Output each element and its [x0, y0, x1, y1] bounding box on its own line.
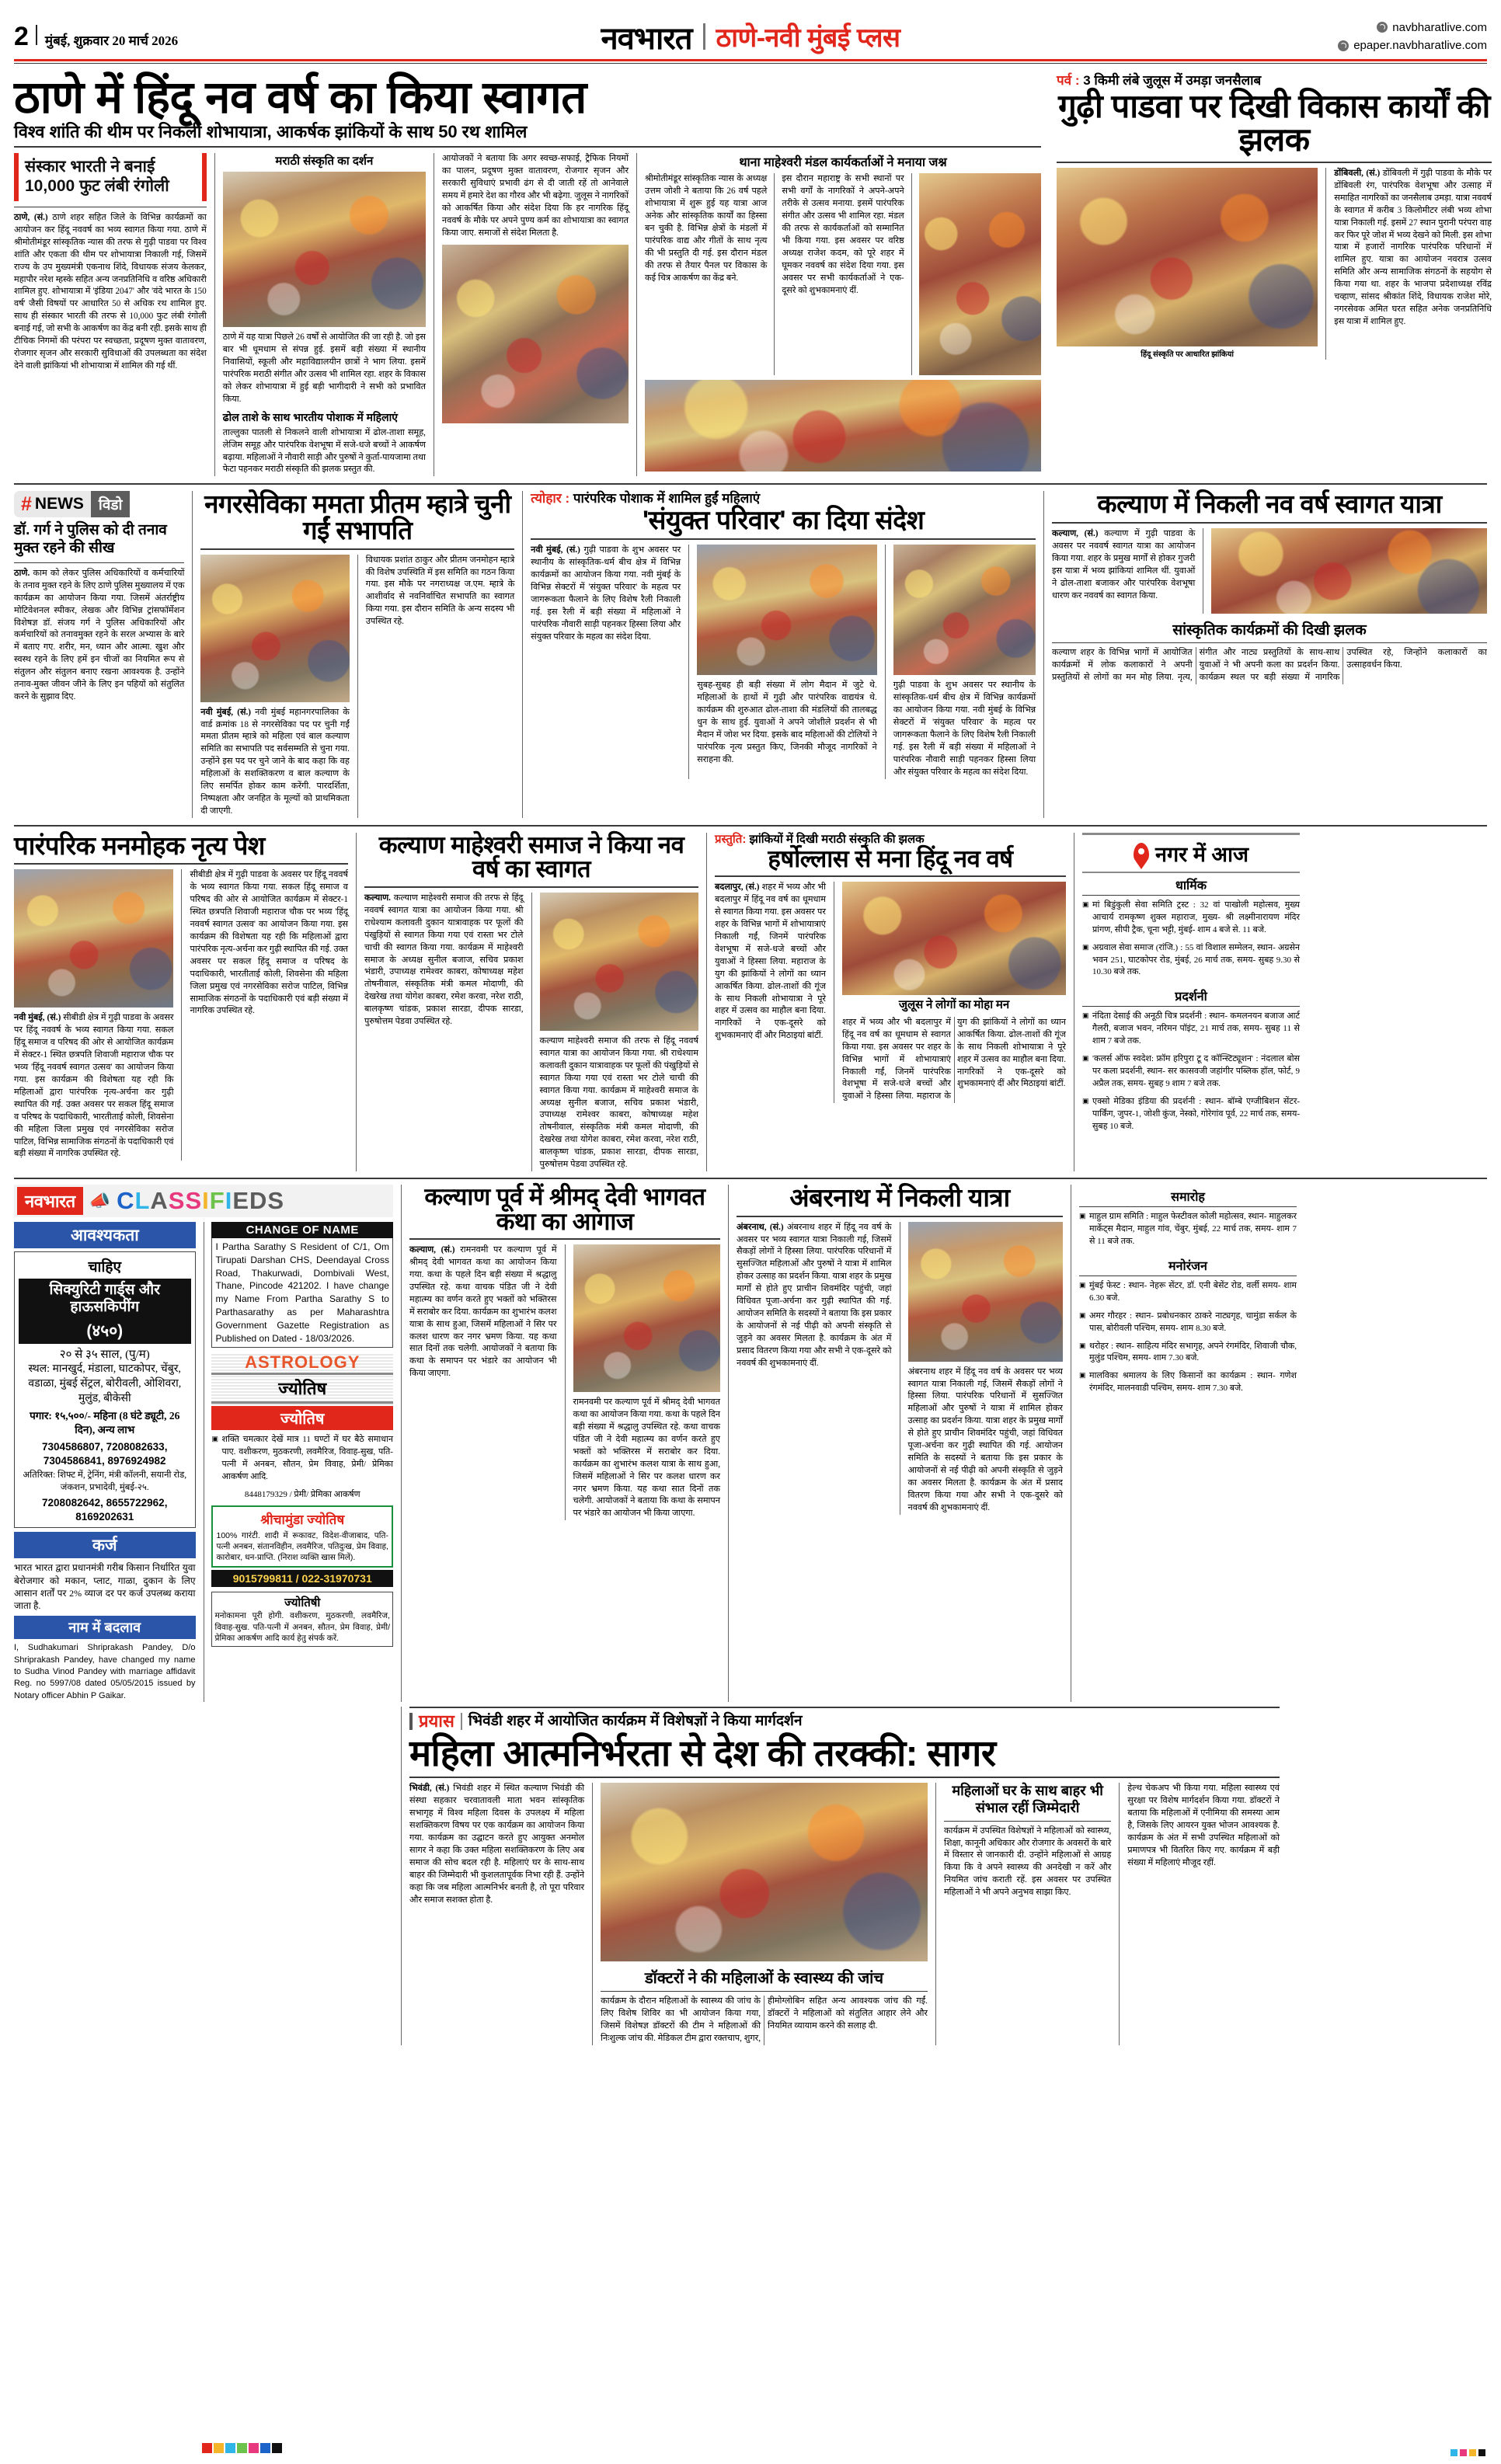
- jyotishi-body: मनोकामना पूरी होगी. वशीकरण, मुठकरणी, लवमैरिज, विवाह-सुख. पति-पत्नी में अनबन, सौतन, प्रेम विवाह, प्रेमी/ प्रेमिका आकर्षण आदि कार्य हेतु संपर्क करें.: [214, 1611, 390, 1643]
- feature-photo-col: [601, 1783, 928, 2045]
- nagar-list-item: ▣ थरोहर : स्थान- साहित्य मंदिर सभागृह, अपने रंगमंदिर, शिवाजी चौक, मुलुंड पश्चिम, समय- शाम 7.30 बजे.: [1079, 1341, 1297, 1366]
- band3-bottom-rule: [14, 1178, 1487, 1179]
- dance-photo-col: [14, 869, 173, 1161]
- nagar-list-item: ▣ मुंबई फेस्ट : स्थान- नेहरू सेंटर, डॉ. एनी बेसेंट रोड, वर्ली समय- शाम 6.30 बजे.: [1079, 1280, 1297, 1305]
- mamta-photo: [200, 555, 350, 702]
- ambernath-columns: [737, 1222, 1063, 1515]
- dance-story: [14, 830, 348, 1171]
- kicker-tag: प्रयास: [419, 1711, 454, 1731]
- kalyan-mah-body: [364, 893, 524, 1171]
- classifieds-spacer: [14, 1707, 393, 2045]
- shrichamunda-phone[interactable]: 9015799811 / 022-31970731: [211, 1570, 393, 1587]
- dance-body-2: सीबीडी क्षेत्र में गुढ़ी पाडवा के अवसर पर हिंदू नववर्ष के भव्य स्वागत किया गया. सकल हिंदू समाज व परिषद की ओर से आयोजित कार्यक्रम में सेक्टर-1 स्थित छत्रपति शिवाजी महाराज चौक पर भव्य 'हिंदू नववर्ष स्वागत उत्सव' का आयोजन किया गया. इस कार्यक्रम की विशेषता यह रही कि महिलाओं द्वारा पारंपरिक नृत्य-अर्चना कर गुढ़ी स्थापित की गई. उक्त अवसर पर सकल हिंदू समाज व परिषद के पदाधिकारी, भारतीताई कोली, शिवसेना की महिला जिला प्रमुख एवं नगरसेविका सरोज पाटिल, विभिन्न सामाजिक संगठनों के पदाधिकारी एवं बड़ी संख्या में नागरिक उपस्थित रहे.: [190, 870, 348, 1016]
- tyohar-body-text: गुढ़ी पाडवा के शुभ अवसर पर स्थानीय के सांस्कृतिक-धर्म बीच क्षेत्र में विभिन्न कार्यक्रमों का आयोजन किया गया. नवी मुंबई के विभिन्न सेक्टरों में 'संयुक्त परिवार' के महत्व पर जागरूकता फैलाने के लिए विशेष रैली निकाली गई. इस रैली में बड़ी संख्या में महिलाओं ने पारंपरिक नौवारी साड़ी पहनकर हिस्सा लिया और संयुक्त परिवार के महत्व का संदेश दिया.: [531, 545, 681, 642]
- mamta-photo-col: [200, 555, 350, 818]
- video-label[interactable]: विडो: [91, 491, 131, 517]
- band-lead: [14, 70, 1492, 476]
- right-top-photo: [1057, 168, 1318, 346]
- news-video-story: [14, 491, 184, 817]
- nagar-section-title: धार्मिक: [1175, 879, 1207, 893]
- lead-photo-1: [223, 172, 426, 327]
- vacancy-age: २० से ३५ साल, (पु/म): [59, 1348, 150, 1361]
- prastuti-body: [715, 882, 826, 1103]
- kicker-text: 3 किमी लंबे जुलूस में उमड़ा जनसैलाब: [1083, 73, 1262, 88]
- shrichamunda-body: 100% गारंटी. शादी में रूकावट, विदेश-वीजाबाद, पति-पत्नी अनबन, संतानविहीन, लवमैरिज, पतिदुःख, प्रेम विवाह, कारोबार, धन-प्राप्ति. (निराश व्यक्ति खास मिलें).: [216, 1530, 388, 1563]
- band-two: [14, 491, 1487, 817]
- kalyan-mah-photo-col: [540, 893, 699, 1171]
- lead-col-c-body: आयोजकों ने बताया कि अगर स्वच्छ-सफाई, ट्रैफिक नियमों का पालन, प्रदूषण मुक्त वातावरण, रोजगार सृजन और सरकारी सुविधाएं प्रभावी ढंग से दी जाती रहें तो आनेवाले समय में हमारे देश का गौरव और भी बढ़ेगा. जुलूस ने नागरिकों को आकर्षित किया और संदेश दिया कि हर नागरिक हिंदू नववर्ष के मौके पर अपने पुण्य कर्म का शोभायात्रा का स्वागत किया जाए. समाजों से संदेश मिलता है.: [441, 154, 629, 238]
- website-link-row[interactable]: [1153, 19, 1487, 37]
- lead-photo-3: [919, 173, 1041, 375]
- feature-body: [409, 1783, 584, 2045]
- astrology-ad[interactable]: [211, 1352, 393, 1430]
- loan-title: कर्ज: [14, 1532, 196, 1558]
- name-change-body: I, Sudhakumari Shriprakash Pandey, D/o Shriprakash Pandey, have changed my name to Sudha Vinod Pandey with marriage affidavit Reg. no 5997/08 dated 05/05/2015 issued by Notary officer Abhin P Gaikar.: [14, 1643, 196, 1700]
- column-divider: [214, 153, 215, 476]
- col-rule: [364, 886, 698, 888]
- nagar-sections: [1082, 873, 1300, 1139]
- tyohar-photo: [697, 545, 877, 675]
- loan-body: भारत भारत द्वारा प्रधानमंत्री गरीब किसान निर्धारित युवा बेरोजगार को मकान, प्लाट, गाळा, दुकान के लिए आसान शर्तों पर 2% व्याज दर पर कर्ज उपलब्ध कराया जाता है.: [14, 1562, 196, 1611]
- dateline: नवी मुंबई, (सं.): [531, 545, 580, 555]
- ambernath-body-2: अंबरनाथ शहर में हिंदू नव वर्ष के अवसर पर भव्य स्वागत यात्रा निकाली गई, जिसमें सैकड़ों लोगों ने हिस्सा लिया. पारंपरिक परिधानों में सुसज्जित महिलाओं और पुरुषों ने यात्रा में शामिल होकर उत्साह का प्रदर्शन किया. यात्रा शहर के प्रमुख मार्गों से होते हुए प्राचीन शिवमंदिर पहुंची, जहां विधिवत पूजा-अर्चना कर गुढ़ी स्थापित की गई. आयोजन समिति के सदस्यों ने बताया कि इस प्रकार के आयोजनों से नई पीढ़ी को अपनी संस्कृति से जुड़ने का अवसर मिलता है. कार्यक्रम के अंत में प्रसाद वितरण किया गया और सभी ने एक-दूसरे को नववर्ष की शुभकामनाएं दीं.: [907, 1366, 1063, 1512]
- right-top-columns: [1057, 168, 1492, 360]
- col-rule: [1052, 642, 1487, 643]
- lead-headline: ठाणे में हिंदू नव वर्ष का किया स्वागत: [14, 72, 587, 123]
- tyohar-headline: 'संयुक्त परिवार' का दिया संदेश: [642, 505, 925, 535]
- kalyan-katha-columns: [409, 1244, 720, 1520]
- feature-side-head: महिलाओं घर के साथ बाहर भी संभाल रहीं जिम्मेदारी: [952, 1783, 1103, 1815]
- feature-headline: महिला आत्मनिर्भरता से देश की तरक्की: सागर: [409, 1732, 996, 1774]
- ambernath-body: [737, 1222, 892, 1515]
- prastuti-story: [715, 833, 1066, 1171]
- shrichamunda-ad[interactable]: [211, 1505, 393, 1568]
- nagar-section-rule: [1082, 895, 1300, 896]
- news-video-body-text: काम को लेकर पुलिस अधिकारियों व कर्मचारियों के तनाव मुक्त रहने के लिए ठाणे पुलिस मुख्यालय में एक कार्यक्रम का आयोजन किया गया. जिसमें अंतर्राष्ट्रीय मोटिवेशनल स्पीकर, लेखक और विभिन्न ट्रांसफॉर्मेशन विशेषज्ञ डॉ. संजय गर्ग ने पुलिस अधिकारियों और कर्मचारियों को तनावमुक्त रहने के सरल अभ्यास के बारे में बताए गए. शरीर, मन, ध्यान और आत्मा. खुश और स्वस्थ रहने के लिए हमें इन चीजों का नियमित रूप से संतुलन और संतुलन बनाए रखना आवश्यक है. उन्होंने तनाव-मुक्त जीवन जीने के लिए इन पहियों को संतुलित करने के सुझाव दिए.: [14, 568, 185, 701]
- mamta-columns: [200, 555, 514, 818]
- location-pin-icon: [1134, 843, 1149, 864]
- tyohar-kicker: [531, 491, 1036, 506]
- right-top-body: [1334, 168, 1492, 360]
- dance-columns: [14, 869, 348, 1161]
- mamta-body-2: विधायक प्रशांत ठाकुर और प्रीतम जनमोहन म्हात्रे की विशेष उपस्थिति में इस समिति का गठन किया गया. इस मौके पर नगराध्यक्ष ज.एम. म्हात्रे के आशीर्वाद से नवनिर्वाचित सभापति का स्वागत किया गया. इस दौरान समिति के अन्य सदस्य भी उपस्थित रहे.: [365, 555, 515, 627]
- masthead-date: मुंबई, शुक्रवार 20 मार्च 2026: [44, 33, 179, 48]
- kalyan-mah-body-text: कल्याण माहेश्वरी समाज की तरफ से हिंदू नववर्ष स्वागत यात्रा का आयोजन किया गया. श्री राधेश्याम कलावती दुकान यात्रावाहक पर फूलों की पंखुड़ियों से स्वागत किया गया एवं रास्ता भर टोले चाची की स्वागत किया गया. कार्यक्रम में माहेश्वरी समाज के अध्यक्ष सुनील बजाज, सचिव प्रकाश भंडारी, उपाध्यक्ष रामेश्वर काबरा, कोषाध्यक्ष महेश तोषनीवाल, संस्कृतिक मंत्री कमल मोदाणी, की देखरेख तथा योगेश काबरा, रमेश करवा, नरेश राठी, बालकृष्ण चांडक, प्रकाश सारडा, दीपक सारडा, पुरुषोत्तम पेडवा उपस्थित रहे.: [364, 893, 524, 1027]
- col-rule: [531, 538, 1036, 540]
- lead-photo-4: [645, 380, 1041, 472]
- kicker-tag: त्योहार :: [531, 491, 570, 506]
- column-divider: [935, 1783, 936, 2045]
- right-mid-sub-title: सांस्कृतिक कार्यक्रमों की दिखी झलक: [1172, 621, 1367, 639]
- lead-col-b: [223, 153, 426, 476]
- classifieds-columns: [14, 1222, 393, 1702]
- column-divider: [357, 555, 358, 818]
- sub-a-body: ठाणे में यह यात्रा पिछले 26 वर्षों से आयोजित की जा रही है. जो इस बार भी धूमधाम से संपन्न हुई. इसमें बड़ी संख्या में स्थानीय निवासियों, स्कूली और महाविद्यालयीन छात्रों ने भाग लिया. इसमें पारंपरिक मराठी संगीत और उत्सव भी शामिल रहा. शहर के विकास को लेकर शोभायात्रा में हुई बड़ी भागीदारी ने सभी को प्रभावित किया.: [222, 332, 426, 404]
- sub-c-body-2: इस दौरान महाराष्ट्र के सभी स्थानों पर सभी वर्गों के नागरिकों ने अपने-अपने तरीके से उत्सव मनाया. इसमें पारंपरिक संगीत और उत्सव भी शामिल रहा. मंडल की तरफ से कार्यकर्ताओं को सम्मानित भी किया गया. इस अवसर पर वरिष्ठ अध्यक्ष राजेश कदम, को पूरे शहर में घूमकर नववर्ष का संदेश दिया गया. इस अवसर पर सभी कार्यकर्ताओं ने एक-दूसरे को शुभकामनाएं दीं.: [782, 174, 904, 295]
- globe-icon: [1338, 40, 1349, 51]
- right-mid-photo: [1211, 528, 1487, 614]
- bottom-feature-story: [409, 1707, 1280, 2045]
- kalyan-mah-photo: [540, 893, 699, 1031]
- prastuti-body-text: शहर में भव्य और भी बदलापुर में हिंदू नव वर्ष का धूमधाम से स्वागत किया गया. इस अवसर पर शहर के विभिन्न भागों में शोभायात्राएं निकाली गईं, जिनमें पारंपरिक वेशभूषा में सजे-धजे बच्चों और युवाओं ने हिस्सा लिया. महाराज के युग की झांकियों ने लोगों का ध्यान आकर्षित किया. ढोल-ताशों की गूंज के साथ निकली शोभायात्रा ने पूरे शहर में उत्सव का माहौल बना दिया. नागरिकों ने एक-दूसरे को शुभकामनाएं दीं और मिठाइयां बांटीं.: [715, 882, 827, 1041]
- column-divider: [1119, 1783, 1120, 2045]
- column-divider: [1325, 168, 1326, 360]
- nagar-list-item: ▣ माहुल ग्राम समिति : माहुल फेस्टीवल कोली महोत्सव, स्थान- माहुलकर मार्केट्स मैदान, माहुल गांव, चेंबुर, मुंबई, 22 मार्च तक, समय- शाम 7 से 11 बजे तक.: [1079, 1211, 1297, 1248]
- kalyan-katha-photo: [573, 1244, 721, 1392]
- sub-b-title: ढोल ताशे के साथ भारतीय पोशाक में महिलाएं: [222, 410, 398, 423]
- nagar-section-rule: [1082, 1006, 1300, 1007]
- dance-body-text: सीबीडी क्षेत्र में गुढ़ी पाडवा के अवसर पर हिंदू नववर्ष के भव्य स्वागत किया गया. सकल हिंदू समाज व परिषद की ओर से आयोजित कार्यक्रम में सेक्टर-1 स्थित छत्रपति शिवाजी महाराज चौक पर भव्य 'हिंदू नववर्ष स्वागत उत्सव' का आयोजन किया गया. इस कार्यक्रम की विशेषता यह रही कि महिलाओं द्वारा पारंपरिक नृत्य-अर्चना कर गुढ़ी स्थापित की गई. उक्त अवसर पर सकल हिंदू समाज व परिषद के पदाधिकारी, भारतीताई कोली, शिवसेना की महिला जिला प्रमुख एवं नगरसेविका सरोज पाटिल, विभिन्न सामाजिक संगठनों के पदाधिकारी एवं बड़ी संख्या में नागरिक उपस्थित रहे.: [14, 1013, 174, 1159]
- ambernath-photo: [908, 1222, 1064, 1362]
- dateline: भिवंडी, (सं.): [409, 1784, 450, 1794]
- feature-rule: [409, 1777, 1280, 1778]
- vacancy-count: (४५०): [19, 1319, 191, 1344]
- nagar-list-item: ▣ 'कलर्स ऑफ स्वदेश: फ्रॉम हरिपुरा टू द कॉन्स्टिट्यूशन' : नंदलाल बोस पर कला प्रदर्शनी, स्थान- सर कासवजी जहांगीर पब्लिक हॉल, फोर्ट, 9 अप्रैल तक, समय- सुबह 9 शाम 7 बजे तक.: [1082, 1053, 1300, 1091]
- feature-kicker: [409, 1708, 1280, 1735]
- vacancy-phones[interactable]: 7304586807, 7208082633, 7304586841, 8976924982: [42, 1441, 168, 1467]
- kicker-text: भिवंडी शहर में आयोजित कार्यक्रम में विशेषज्ञों ने किया मार्गदर्शन: [468, 1712, 803, 1729]
- feature-sub-body-2: हेल्थ चेकअप भी किया गया. महिला स्वास्थ्य एवं सुरक्षा पर विशेष मार्गदर्शन किया गया. डॉक्टरों ने बताया कि महिलाओं में एनीमिया की समस्या आम है, जिसके लिए आयरन युक्त भोजन आवश्यक है. कार्यक्रम के अंत में सभी उपस्थित महिलाओं को प्रमाणपत्र भी वितरित किए गए. कार्यक्रम में बड़ी संख्या में महिलाएं मौजूद रहीं.: [1127, 1784, 1280, 1867]
- right-top-body-text: डोंबिवली में गुढ़ी पाडवा के मौके पर डोंबिवली रंग, पारंपरिक वेशभूषा और उत्साह में समाहित नागरिकों का जनसैलाब उमड़ा. यात्रा नववर्ष के स्वागत में करीब 3 किलोमीटर लंबी भव्य शोभा यात्रा निकाली गई. इसमें 27 स्थान पुरानी परंपरा वाह कर फिर पूरे जोश में भव्य देखने को मिली. इस शोभा यात्रा में हजारों नागरिक पारंपरिक परिधानों में शामिल हुए. यात्रा का आयोजन नवरात्र उत्सव समिति और अन्य सामाजिक संगठनों के सहयोग से किया गया था. शहर के भाजपा प्रदेशाध्यक्ष रविंद्र चव्हाण, सांसद श्रीकांत शिंदे, विधायक राजेश मोरे, नगरसेवक अमित घरत सहित अनेक जनप्रतिनिधि इस यात्रा में शामिल हुए.: [1334, 169, 1492, 326]
- column-divider: [531, 893, 532, 1171]
- vacancy-sub: चाहिए: [88, 1258, 121, 1276]
- column-divider: [181, 869, 182, 1161]
- mamta-body: [200, 707, 350, 818]
- column-divider: [911, 173, 912, 375]
- classifieds-section: [14, 1185, 393, 1702]
- kalyan-katha-story: [409, 1182, 720, 1702]
- tyohar-body: [531, 545, 681, 778]
- astrology-title: ज्योतिष: [211, 1373, 393, 1404]
- news-video-body: [14, 568, 184, 704]
- masthead: [14, 0, 1487, 54]
- vacancy-pay: पगार: १५,५००/- महिना (8 घंटे ड्यूटी, 26 दिन), अन्य लाभ: [30, 1409, 180, 1436]
- col-rule: [944, 1821, 1111, 1822]
- dateline: ठाणे.: [14, 568, 30, 578]
- feature-sub-body: कार्यक्रम के दौरान महिलाओं के स्वास्थ्य की जांच के लिए विशेष शिविर का भी आयोजन किया गया, जिसमें विशेषज्ञ डॉक्टरों की टीम ने महिलाओं की निःशुल्क जांच की. मेडिकल टीम द्वारा रक्तचाप, शुगर, हीमोग्लोबिन सहित अन्य आवश्यक जांच की गईं. डॉक्टरों ने महिलाओं को संतुलित आहार लेने और नियमित व्यायाम करने की सलाह दी.: [601, 1996, 928, 2044]
- column-divider: [192, 491, 193, 817]
- dateline: नवी मुंबई, (सं.): [14, 1013, 61, 1023]
- kalyan-katha-photo-col: [573, 1244, 721, 1520]
- right-mid-sub-body: कल्याण शहर के विभिन्न भागों में आयोजित कार्यक्रमों में लोक कलाकारों ने अपनी प्रस्तुतियों से लोगों का मन मोह लिया. नृत्य, संगीत और नाट्य प्रस्तुतियों के साथ-साथ युवाओं ने भी अपनी कला का प्रदर्शन किया. कार्यक्रम स्थल पर बड़ी संख्या में नागरिक उपस्थित रहे, जिन्होंने कलाकारों का उत्साहवर्धन किया.: [1051, 647, 1487, 682]
- masthead-divider: [36, 25, 37, 45]
- col-rule: [14, 562, 184, 563]
- tyohar-story: [531, 491, 1036, 817]
- column-divider: [636, 153, 637, 476]
- sub-a-title: मराठी संस्कृति का दर्शन: [275, 155, 374, 169]
- col-rule: [737, 1216, 1063, 1217]
- nagar-section-title: प्रदर्शनी: [1175, 990, 1207, 1004]
- nagar-list-item: ▣ अग्रवाल सेवा समाज (रांजि.) : 55 वां विशाल सम्मेलन, स्थान- अग्रसेन भवन 251, घाटकोपर रोड, मुंबई, 26 मार्च तक, समय- सुबह 9.30 से 10.30 बजे तक.: [1082, 942, 1300, 980]
- col-rule: [601, 1991, 928, 1992]
- news-badge-left: [14, 491, 91, 517]
- feature-body-2: कार्यक्रम में उपस्थित विशेषज्ञों ने महिलाओं को स्वास्थ्य, शिक्षा, कानूनी अधिकार और रोजगार के अवसरों के बारे में विस्तार से जानकारी दी. उन्होंने महिलाओं से आग्रह किया कि वे अपने स्वास्थ्य की अनदेखी न करें और नियमित जांच कराती रहें. इस अवसर पर उपस्थित महिलाओं ने भी अपने अनुभव साझा किए.: [943, 1825, 1112, 1898]
- feature-photo: [601, 1783, 928, 1961]
- news-video-badge[interactable]: [14, 491, 184, 517]
- prastuti-photo: [842, 882, 1066, 995]
- kicker-tag: पर्व :: [1057, 73, 1080, 88]
- vacancy-extra: अतिरिक्त: शिफ्ट में, ट्रेनिंग, मंत्री कॉलनी, सयानी रोड, जंकशन, प्रभादेवी, मुंबई-२५.: [23, 1470, 187, 1492]
- print-colorbar: [202, 2443, 282, 2453]
- ambernath-headline: अंबरनाथ में निकली यात्रा: [789, 1182, 1010, 1212]
- prastuti-photo-col: [842, 882, 1066, 1103]
- tyohar-body-2: सुबह-सुबह ही बड़ी संख्या में लोग मैदान में जुटे थे. महिलाओं के हाथों में गुढ़ी और पारंपरिक वाद्ययंत्र थे. कार्यक्रम की शुरुआत ढोल-ताशा की मंडलियों की तालबद्ध धुन के साथ हुई. युवाओं ने अपने जोशीले प्रदर्शन से भी मैदान में जोश भर दिया. इसके बाद महिलाओं की टोलियों ने पारंपरिक नृत्य प्रस्तुत किए, जिनकी मौजूद नागरिकों ने सराहना की.: [697, 680, 877, 764]
- nagar-list-item: ▣ अमर गौरहर : स्थान- प्रबोधनकार ठाकरे नाट्यगृह, चामुंडा सर्कल के पास, बोरीवली पश्चिम, समय- शाम 8.30 बजे.: [1079, 1310, 1297, 1335]
- lead-body-text: ठाणे शहर सहित जिले के विभिन्न कार्यक्रमों का आयोजन कर हिंदू नववर्ष का भव्य स्वागत किया गया. ठाणे में श्रीमोतीमंडूर सांस्कृतिक न्यास की तरफ से गुढ़ी पाडवा पर विश्व शांति और एकता की थीम पर शोभायात्रा निकाली गई, जिसमें राज्य के उप मुख्यमंत्री एकनाथ शिंदे, विधायक संजय केलकर, महापौर नरेश म्हस्के सहित अन्य जनप्रतिनिधि व वरिष्ठ अधिकारी शामिल हुए. शोभायात्रा में 'इंडिया 2047' और 'वंदे भारत के 150 वर्ष' जैसी विषयों पर आधारित 50 से अधिक रथ शामिल हुए. साथ ही संस्कार भारती की तरफ से 10,000 फुट लंबी रंगोली बनाई गई, जो सभी के आकर्षण का केंद्र बनी रही. इसके साथ ही टीचिक निगमों की परंपरा पर स्वच्छता, प्रदूषण मुक्त वातावरण, रोजगार सृजन और सरकारी सुविधाओं की उपलब्धता का संदेश देने वाली झांकियां भी शोभायात्रा में शामिल की गई थीं.: [14, 212, 207, 371]
- lead-body-1: [14, 212, 207, 373]
- shrichamunda-title: श्रीचामुंडा ज्योतिष: [260, 1512, 345, 1527]
- sub-c-title: थाना माहेश्वरी मंडल कार्यकर्ताओं ने मनाया जश्न: [739, 156, 947, 170]
- col-rule: [715, 875, 1066, 877]
- brand-separator: [703, 23, 705, 50]
- nagar-list-item: ▣ एक्सो मेडिका इंडिया की प्रदर्शनी : स्थान- बॉम्बे एग्जीबिशन सेंटर-पार्किंग, जुपर-1, जोशी कुंज, नेस्को, गोरेगांव पूर्व, 22 मार्च तक, समय- सुबह 10 बजे.: [1082, 1096, 1300, 1133]
- column-divider: [885, 545, 886, 778]
- change-of-name-body: I Partha Sarathy S Resident of C/1, Om Tirupati Darshan CHS, Deendayal Cross Road, Thakurwadi, Dombivali West, Thane, Pincode 421202. I have change my Name From Partha Sarathy S to Parthasarathy as per Maharashtra Government Gazette Registration as Published on Dated - 18/03/2026.: [211, 1238, 393, 1348]
- right-rule: [1057, 162, 1492, 163]
- masthead-red-rule: [14, 59, 1487, 61]
- column-divider: [1043, 491, 1044, 817]
- lead-rule: [14, 146, 1041, 148]
- mamta-headline: नगरसेविका ममता प्रीतम म्हात्रे चुनी गईं सभापति: [204, 489, 511, 545]
- nagar-list-item: ▣ मां बिडुंकुली सेवा समिति ट्रस्ट : 32 वां पाखोली महोत्सव, मुख्य आचार्य रामकृष्ण शुक्ल महाराज, मुख्य- श्री लक्ष्मीनारायण मंदिर प्रांगण, सीपी ट्रैक, चूना भट्टी, मुंबई- शाम 4 बजे से. 11 बजे.: [1082, 900, 1300, 937]
- column-divider: [565, 1244, 566, 1520]
- feature-body-text: भिवंडी शहर में स्थित कल्याण भिवंडी की संस्था सहकार चरवातावली माता भवन सांस्कृतिक सभागृह में विश्व महिला दिवस के उपलक्ष्य में महिला सशक्तिकरण विषय पर एक कार्यक्रम का आयोजन किया गया. कार्यक्रम का उद्घाटन करते हुए आयुक्त अनमोल सागर ने कहा कि उक्त महिला सशक्तिकरण के लिए अब समाज की सोच बदल रही है. महिलाएं घर के साथ-साथ बाहर की जिम्मेदारी भी कुशलतापूर्वक निभा रही हैं. उन्होंने कहा कि जब महिला आत्मनिर्भर बनती है, तो पूरा परिवार और समाज सशक्त होता है.: [409, 1784, 585, 1905]
- nagar-list-item: ▣ नंदिता देसाई की अनूठी चित्र प्रदर्शनी : स्थान- कमलनयन बजाज आर्ट गैलरी, बजाज भवन, नरिमन पॉइंट, 21 मार्च तक, समय- सुबह 11 से शाम 7 बजे तक.: [1082, 1011, 1300, 1048]
- right-photo-col: [1057, 168, 1318, 360]
- kicker-text: पारंपरिक पोशाक में शामिल हुईं महिलाएं: [573, 491, 761, 506]
- news-label: NEWS: [34, 495, 84, 513]
- edition-name: ठाणे-नवी मुंबई प्लस: [716, 23, 900, 53]
- band2-bottom-rule: [14, 825, 1487, 827]
- right-mid-columns: [1052, 528, 1487, 614]
- classifieds-header: [14, 1185, 393, 1217]
- classifieds-word: CLASSIFIEDS: [117, 1186, 285, 1214]
- prastuti-headline: हर्षोल्लास से मना हिंदू नव वर्ष: [768, 844, 1013, 872]
- vacancy-ad[interactable]: [14, 1251, 196, 1528]
- brand-logo: नवभारत: [601, 21, 692, 56]
- nagar-me-aaj-cont: [1079, 1185, 1297, 1702]
- nagar-list-item: ▣ मालविका श्रमालय के लिए किसानों का कार्यक्रम : स्थान- गणेश रंगमंदिर, मालनवाडी पश्चिम, समय- शाम 7.30 बजे.: [1079, 1370, 1297, 1395]
- lead-subhead: विश्व शांति की थीम पर निकली शोभायात्रा, आकर्षक झांकियों के साथ 50 रथ शामिल: [14, 122, 528, 142]
- dance-photo: [14, 869, 173, 1008]
- website-url[interactable]: navbharatlive.com: [1392, 20, 1487, 34]
- feature-side-col: [944, 1783, 1111, 2045]
- masthead-center: [348, 16, 1153, 58]
- mamta-body-text: नवी मुंबई महानगरपालिका के वार्ड क्रमांक 18 से नगरसेविका पद पर चुनी गईं ममता प्रीतम म्हात्रे को महिला एवं बाल कल्याण समिति का सभापति पद सर्वसम्मति से चुना गया. उन्होंने इस पद पर चुने जाने के बाद कहा कि वह महिलाओं के सशक्तिकरण व बाल कल्याण के लिए समर्पित होकर काम करेंगी. पारदर्शिता, निष्पक्षता और जनहित के मूल्यों को प्राथमिकता दी जाएगी.: [200, 707, 350, 816]
- classifieds-brand: नवभारत: [17, 1187, 83, 1215]
- kicker-bar-icon: [409, 1713, 413, 1730]
- astrology-sub: ज्योतिष: [211, 1406, 393, 1430]
- lead-columns: [14, 153, 1041, 476]
- column-divider: [592, 1783, 593, 2045]
- sub-c-body: श्रीमोतीमंडूर सांस्कृतिक न्यास के अध्यक्ष उत्तम जोशी ने बताया कि 26 वर्ष पहले शोभायात्रा में शुरू हुई यह यात्रा आज अनेक और सांस्कृतिक कार्यों का हिस्सा बन चुकी है. विभिन्न क्षेत्रों के मंडलों में पारंपरिक वाद्य और गीतों के साथ नृत्य की भी प्रस्तुति दी गई. इस दौरान मंडल की तरफ से तैयार पैनल पर विकास के कई चित्र आकर्षण का केंद्र बने.: [644, 174, 768, 283]
- column-divider: [401, 1185, 402, 1702]
- dance-headline: पारंपरिक मनमोहक नृत्य पेश: [14, 830, 265, 860]
- dateline: ठाणे, (सं.): [14, 212, 48, 222]
- right-mid-headline: कल्याण में निकली नव वर्ष स्वागत यात्रा: [1097, 489, 1442, 519]
- dance-body: [14, 1012, 173, 1161]
- prastuti-columns: [715, 882, 1066, 1103]
- tyohar-photo-2: [893, 545, 1036, 675]
- astrology-label: ASTROLOGY: [245, 1352, 360, 1373]
- nagar-section-title: समारोह: [1171, 1190, 1205, 1204]
- column-divider: [688, 545, 689, 778]
- classifieds-right: [211, 1222, 393, 1702]
- kicker-divider-icon: [461, 1713, 462, 1730]
- change-of-name-header: CHANGE OF NAME: [211, 1222, 393, 1238]
- prastuti-caption: जुलूस ने लोगों का मोहा मन: [898, 999, 1010, 1012]
- page-number: 2: [14, 21, 28, 51]
- lead-story: [14, 70, 1041, 476]
- lead-col-a: [14, 153, 207, 476]
- kalyan-katha-body: [409, 1244, 557, 1520]
- col-rule: [200, 548, 514, 550]
- right-top-story: [1057, 70, 1492, 476]
- nagar-header: [1082, 835, 1300, 872]
- cmyk-marks: [1451, 2449, 1485, 2456]
- col-rule: [14, 863, 348, 865]
- kicker-tag: प्रस्तुति:: [715, 832, 747, 846]
- tyohar-body-3: गुढ़ी पाडवा के शुभ अवसर पर स्थानीय के सांस्कृतिक-धर्म बीच क्षेत्र में विभिन्न कार्यक्रमों का आयोजन किया गया. नवी मुंबई के विभिन्न सेक्टरों में 'संयुक्त परिवार' के महत्व पर जागरूकता फैलाने के लिए विशेष रैली निकाली गई. इस रैली में बड़ी संख्या में महिलाओं ने पारंपरिक नौवारी साड़ी पहनकर हिस्सा लिया और संयुक्त परिवार के महत्व का संदेश दिया.: [893, 680, 1036, 777]
- kalyan-katha-body-2: रामनवमी पर कल्याण पूर्व में श्रीमद् देवी भागवत कथा का आयोजन किया गया. कथा के पहले दिन बड़ी संख्या में श्रद्धालु उपस्थित रहे. कथा वाचक पंडित जी ने देवी महात्म्य का वर्णन करते हुए भक्तों को भक्तिरस में सराबोर कर दिया. कार्यक्रम का शुभारंभ कलश यात्रा के साथ हुआ, जिसमें महिलाओं ने सिर पर कलश धारण कर नगर भ्रमण किया. यह कथा सात दिनों तक चलेगी. आयोजकों ने बताया कि कथा के समापन पर भंडारे का आयोजन भी किया जाएगा.: [573, 1397, 720, 1519]
- sub-b-body: ताल्लुका पातली से निकलने वाली शोभायात्रा में ढोल-ताशा समूह, लेजिम समूह और पारंपरिक वेशभूषा में सजे-धजे बच्चों ने आकर्षण बढ़ाया. महिलाओं ने नौवारी साड़ी और पुरुषों ने कुर्ता-पायजामा तथा फेटा पहनकर मराठी संस्कृति की झलक प्रस्तुत की.: [222, 427, 426, 475]
- jyotishi-ad[interactable]: [211, 1592, 393, 1647]
- dateline: बदलापुर, (सं.): [715, 882, 760, 893]
- kalyan-mah-columns: [364, 893, 698, 1171]
- nagar-section-rule: [1079, 1206, 1297, 1207]
- col-rule: [1052, 522, 1487, 524]
- band-three: [14, 830, 1487, 1171]
- dateline: अंबरनाथ, (सं.): [737, 1222, 784, 1232]
- tyohar-photo-col-2: [893, 545, 1036, 778]
- nagar-title: नगर में आज: [1154, 842, 1249, 866]
- ambernath-story: [737, 1182, 1063, 1702]
- kalyan-katha-headline: कल्याण पूर्व में श्रीमद् देवी भागवत कथा का आगाज: [424, 1182, 705, 1235]
- epaper-url[interactable]: epaper.navbharatlive.com: [1353, 39, 1487, 52]
- epaper-link-row[interactable]: [1153, 37, 1487, 54]
- tyohar-photo-col: [697, 545, 877, 778]
- right-top-headline: गुढ़ी पाडवा पर दिखी विकास कार्यों की झलक: [1058, 88, 1490, 158]
- column-divider: [706, 833, 707, 1171]
- kicker-text: झांकियों में दिखी मराठी संस्कृति की झलक: [749, 832, 925, 846]
- kalyan-maheshwari-story: [364, 830, 698, 1171]
- vacancy-role: सिक्युरिटी गार्ड्स और हाऊसकिपींग: [19, 1279, 191, 1319]
- right-top-caption: हिंदू संस्कृति पर आधारित झांकियां: [1141, 350, 1234, 360]
- vacancy-title: आवश्यकता: [14, 1222, 196, 1248]
- lead-col-c: [442, 153, 629, 476]
- mamta-story: [200, 491, 514, 817]
- vacancy-places: स्थल: मानखुर्द, मंडाला, घाटकोपर, चेंबुर, वडाळा, मुंबई सेंट्रल, बोरीवली, ओशिवरा, मुलुंड, बीकेसी: [28, 1363, 182, 1404]
- feature-sub-title: डॉक्टरों ने की महिलाओं के स्वास्थ्य की जांच: [644, 1970, 884, 1988]
- kalyan-mah-body-2: कल्याण माहेश्वरी समाज की तरफ से हिंदू नववर्ष स्वागत यात्रा का आयोजन किया गया. श्री राधेश्याम कलावती दुकान यात्रावाहक पर फूलों की पंखुड़ियों से स्वागत किया गया एवं रास्ता भर टोले चाची की स्वागत किया गया. कार्यक्रम में माहेश्वरी समाज के अध्यक्ष सुनील बजाज, सचिव प्रकाश भंडारी, उपाध्यक्ष रामेश्वर काबरा, कोषाध्यक्ष महेश तोषनीवाल, संस्कृतिक मंत्री कमल मोदाणी, की देखरेख तथा योगेश काबरा, रमेश करवा, नरेश राठी, बालकृष्ण चांडक, प्रकाश सारडा, दीपक सारडा, पुरुषोत्तम पेडवा उपस्थित रहे.: [539, 1036, 698, 1170]
- tyohar-columns: [531, 545, 1036, 778]
- news-video-headline: डॉ. गर्ग ने पुलिस को दी तनाव मुक्त रहने की सीख: [14, 522, 167, 557]
- dateline: डोंबिवली, (सं.): [1334, 169, 1381, 179]
- lead-col-d: [645, 153, 1041, 476]
- dateline: कल्याण.: [364, 893, 391, 903]
- astrology-body: ▣ शक्ति चमत्कार देखें मात्र 11 घण्टों में घर बैठे समाधान पाए. वशीकरण, मुठकरणी, लवमैरिज, विवाह-सुख, पति-पत्नी में अनबन, सौतन, प्रेम विवाह, प्रेमी/ प्रेमिका आकर्षण आदि.: [211, 1434, 393, 1484]
- dateline: कल्याण, (सं.): [1051, 528, 1099, 538]
- band-four: [14, 1182, 1487, 1702]
- dateline: कल्याण, (सं.): [409, 1245, 455, 1255]
- band1-bottom-rule: [14, 483, 1487, 485]
- col-rule: [409, 1238, 720, 1240]
- megaphone-icon: 📣: [89, 1190, 111, 1210]
- masthead-thin-rule: [14, 63, 1487, 64]
- ambernath-body-text: अंबरनाथ शहर में हिंदू नव वर्ष के अवसर पर भव्य स्वागत यात्रा निकाली गई, जिसमें सैकड़ों लोगों ने हिस्सा लिया. पारंपरिक परिधानों में सुसज्जित महिलाओं और पुरुषों ने यात्रा में शामिल होकर उत्साह का प्रदर्शन किया. यात्रा शहर के प्रमुख मार्गों से होते हुए प्राचीन शिवमंदिर पहुंची, जहां विधिवत पूजा-अर्चना कर गुढ़ी स्थापित की गई. आयोजन समिति के सदस्यों ने बताया कि इस प्रकार के आयोजनों से नई पीढ़ी को अपनी संस्कृति से जुड़ने का अवसर मिलता है. कार्यक्रम के अंत में प्रसाद वितरण किया गया और सभी ने एक-दूसरे को नववर्ष की शुभकामनाएं दीं.: [737, 1222, 892, 1368]
- name-change-title: नाम में बदलाव: [14, 1616, 196, 1639]
- column-divider: [401, 1707, 402, 2045]
- masthead-links: [1153, 19, 1487, 55]
- kalyan-katha-body-text: रामनवमी पर कल्याण पूर्व में श्रीमद् देवी भागवत कथा का आयोजन किया गया. कथा के पहले दिन बड़ी संख्या में श्रद्धालु उपस्थित रहे. कथा वाचक पंडित जी ने देवी महात्म्य का वर्णन करते हुए भक्तों को भक्तिरस में सराबोर कर दिया. कार्यक्रम का शुभारंभ कलश यात्रा के साथ हुआ, जिसमें महिलाओं ने सिर पर कलश धारण कर नगर भ्रमण किया. यह कथा सात दिनों तक चलेगी. आयोजकों ने बताया कि कथा के समापन पर भंडारे का आयोजन भी किया जाएगा.: [409, 1245, 557, 1379]
- redbox-callout: संस्कार भारती ने बनाई 10,000 फुट लंबी रंगोली: [14, 153, 207, 201]
- hash-icon: #: [21, 492, 32, 515]
- nagar-me-aaj-box: [1082, 833, 1300, 1171]
- masthead-left: [14, 22, 348, 52]
- right-mid-body: [1052, 528, 1195, 614]
- nagar-sections-cont: [1079, 1185, 1297, 1401]
- dateline: नवी मुंबई, (सं.): [200, 707, 252, 717]
- column-divider: [728, 1185, 729, 1702]
- band-five: [14, 1707, 1487, 2045]
- nagar-section-title: मनोरंजन: [1168, 1259, 1207, 1273]
- vacancy-phones-2[interactable]: 7208082642, 8655722962, 8169202631: [42, 1497, 168, 1523]
- globe-icon: [1377, 22, 1388, 33]
- jyotishi-title: ज्योतिषी: [284, 1596, 321, 1610]
- feature-columns: [409, 1783, 1280, 2045]
- ambernath-photo-col: [908, 1222, 1064, 1515]
- prastuti-body-2: शहर में भव्य और भी बदलापुर में हिंदू नव वर्ष का धूमधाम से स्वागत किया गया. इस अवसर पर शहर के विभिन्न भागों में शोभायात्राएं निकाली गईं, जिनमें पारंपरिक वेशभूषा में सजे-धजे बच्चों और युवाओं ने हिस्सा लिया. महाराज के युग की झांकियों ने लोगों का ध्यान आकर्षित किया. ढोल-ताशों की गूंज के साथ निकली शोभायात्रा ने पूरे शहर में उत्सव का माहौल बना दिया. नागरिकों ने एक-दूसरे को शुभकामनाएं दीं और मिठाइयां बांटीं.: [842, 1017, 1066, 1101]
- sub-c-columns: [645, 173, 1041, 375]
- astrology-phone[interactable]: 8448179329 / प्रेमी/ प्रेमिका आकर्षण: [244, 1490, 360, 1500]
- classifieds-left: [14, 1222, 196, 1702]
- lead-photo-2: [442, 245, 629, 423]
- right-mid-body-text: कल्याण में गुढ़ी पाडवा के अवसर पर नववर्ष स्वागत यात्रा का आयोजन किया गया. शहर के प्रमुख मार्गों से होकर गुजरी इस यात्रा में भव्य झांकियां शामिल थीं. युवाओं ने ढोल-ताशा बजाकर और पारंपरिक वेशभूषा धारण कर नववर्ष का स्वागत किया.: [1051, 528, 1196, 600]
- right-mid-story: [1052, 491, 1487, 817]
- column-divider: [522, 491, 523, 817]
- column-divider: [774, 173, 775, 375]
- kalyan-mah-headline: कल्याण माहेश्वरी समाज ने किया नव वर्ष का स्वागत: [378, 830, 684, 883]
- column-divider: [356, 833, 357, 1171]
